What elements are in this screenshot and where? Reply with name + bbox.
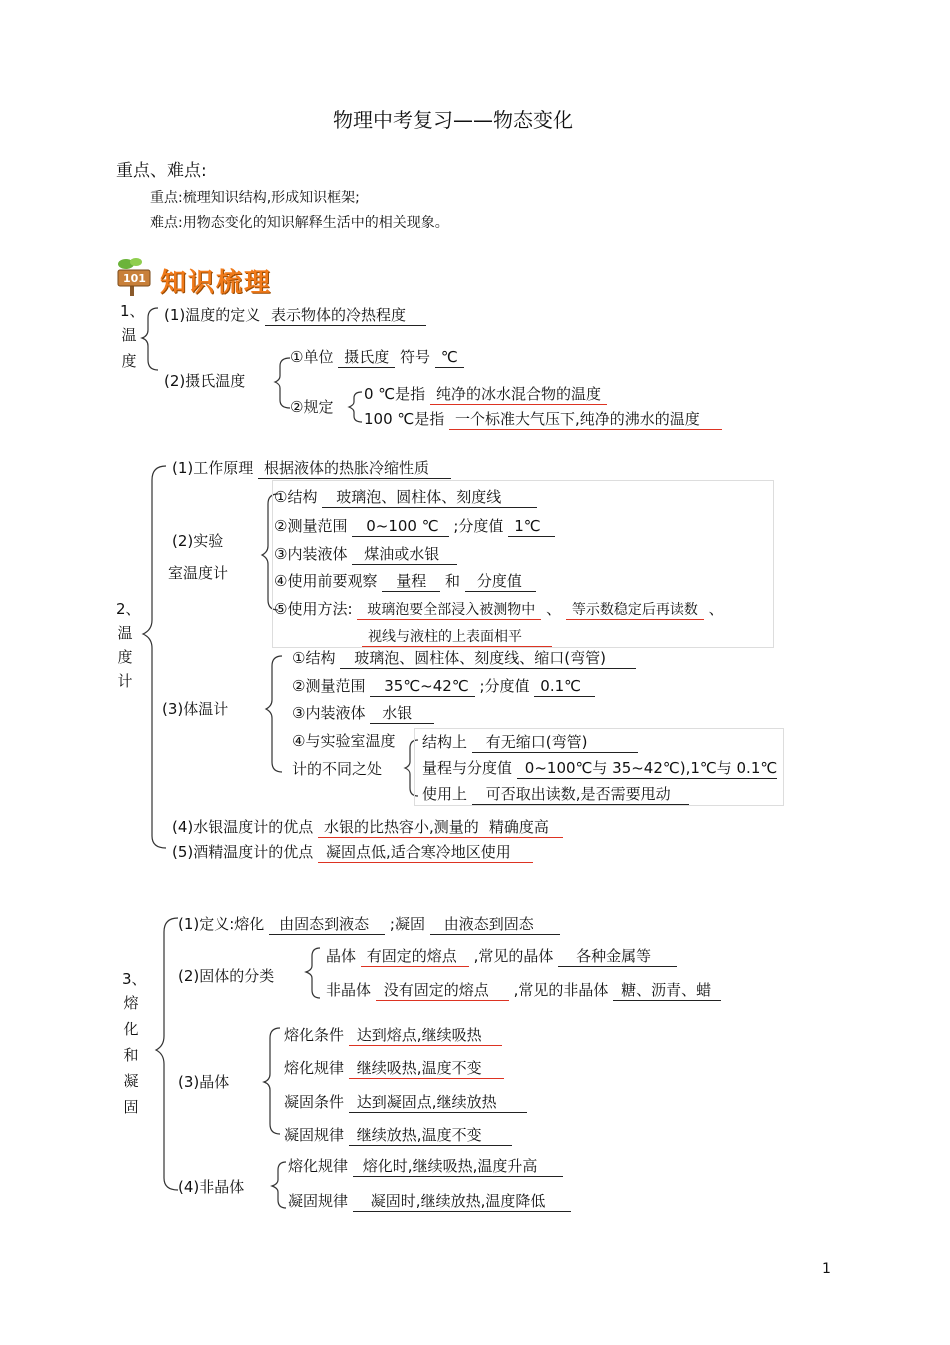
- solid-class-label: (2)固体的分类: [178, 967, 275, 985]
- freeze-condition-label: 凝固条件: [284, 1093, 345, 1111]
- body-division-value: 0.1℃: [534, 677, 595, 697]
- melt-rule-row: [284, 1059, 504, 1077]
- diff-structure-value: 有无缩口(弯管): [472, 733, 638, 753]
- celsius-unit-row: [290, 348, 464, 366]
- lab-usage-sep: 、: [546, 600, 562, 618]
- symbol-label: 符号: [400, 348, 431, 366]
- rule-label: ②规定: [290, 398, 334, 416]
- freezing-value: 由液态到固态: [430, 915, 560, 935]
- diff-structure-label: 结构上: [422, 733, 468, 751]
- crystal-examples: 各种金属等: [558, 947, 677, 967]
- lab-observe-label: ④使用前要观察: [274, 572, 378, 590]
- diff-range-value: 0~100℃与 35~42℃),1℃与 0.1℃: [517, 759, 777, 779]
- lab-usage-value-2: 等示数稳定后再读数: [566, 602, 704, 620]
- body-range-value: 35℃~42℃: [370, 677, 474, 697]
- freeze-rule-label: 凝固规律: [284, 1126, 345, 1144]
- crystal-label: 晶体: [326, 947, 357, 965]
- amorphous-freeze-row: [288, 1192, 571, 1210]
- principle-row: [172, 459, 451, 477]
- s3-label-3: 化: [123, 1020, 139, 1038]
- lab-observe-division: 分度值: [465, 572, 536, 592]
- amorphous-melt-label: 熔化规律: [288, 1157, 349, 1175]
- mercury-value-2: 精确度高: [489, 818, 563, 838]
- banner-text: 知识梳理: [160, 268, 273, 298]
- differences-label-1: ④与实验室温度: [292, 732, 396, 750]
- noncrystal-common-label: ,常见的非晶体: [513, 981, 609, 999]
- page-title: 物理中考复习——物态变化: [333, 108, 573, 132]
- melt-definition-label: (1)定义:熔化: [178, 915, 265, 933]
- banner-badge: 101: [123, 272, 146, 285]
- body-structure-label: ①结构: [292, 649, 336, 667]
- melt-rule-label: 熔化规律: [284, 1059, 345, 1077]
- s1-label-3: 度: [121, 352, 137, 370]
- lab-usage-end: 、: [708, 600, 724, 618]
- rule-zero-value: 纯净的冰水混合物的温度: [430, 385, 607, 405]
- temp-definition-value: 表示物体的冷热程度: [265, 306, 426, 326]
- amorphous-melt-row: [288, 1157, 563, 1175]
- melt-rule-value: 继续吸热,温度不变: [349, 1059, 504, 1079]
- mercury-row: [172, 818, 563, 836]
- lab-structure-label: ①结构: [274, 488, 318, 506]
- crystal-value: 有固定的熔点: [361, 947, 469, 967]
- s1-label-2: 温: [121, 326, 137, 344]
- s2-label-4: 计: [117, 672, 133, 690]
- alcohol-value: 凝固点低,适合寒冷地区使用: [318, 843, 533, 863]
- amorphous-label: (4)非晶体: [178, 1178, 245, 1196]
- s3-label-5: 凝: [123, 1072, 139, 1090]
- mercury-label: (4)水银温度计的优点: [172, 818, 314, 836]
- diff-range-label: 量程与分度值: [422, 759, 513, 777]
- alcohol-label: (5)酒精温度计的优点: [172, 843, 314, 861]
- knowledge-banner: [112, 256, 302, 298]
- lab-usage-value-3: 视线与液柱的上表面相平: [362, 629, 552, 647]
- principle-value: 根据液体的热胀冷缩性质: [258, 459, 451, 479]
- amorphous-freeze-value: 凝固时,继续放热,温度降低: [353, 1192, 572, 1212]
- body-liquid-value: 水银: [370, 704, 434, 724]
- crystal-row: [326, 947, 677, 965]
- unit-label: ①单位: [290, 348, 334, 366]
- page-number: 1: [822, 1261, 831, 1277]
- diff-usage-value: 可否取出读数,是否需要甩动: [472, 785, 689, 805]
- focus-text: 重点:梳理知识结构,形成知识框架;: [150, 190, 360, 206]
- amorphous-freeze-label: 凝固规律: [288, 1192, 349, 1210]
- freeze-condition-row: [284, 1093, 527, 1111]
- lab-structure-value: 玻璃泡、圆柱体、刻度线: [322, 488, 537, 508]
- body-liquid-label: ③内装液体: [292, 704, 366, 722]
- body-structure-value: 玻璃泡、圆柱体、刻度线、缩口(弯管): [340, 649, 636, 669]
- body-range-label: ②测量范围: [292, 677, 366, 695]
- lab-observe-and: 和: [445, 572, 461, 590]
- melt-condition-row: [284, 1026, 502, 1044]
- lab-observe-row: [274, 572, 536, 590]
- rule-zero-label: 0 ℃是指: [364, 385, 426, 403]
- key-points-heading: 重点、难点:: [116, 161, 207, 181]
- s3-label-6: 固: [123, 1098, 139, 1116]
- body-division-label: ;分度值: [479, 677, 530, 695]
- s3-label-2: 熔: [123, 994, 139, 1012]
- body-thermo-label: (3)体温计: [162, 700, 229, 718]
- lab-usage-label: ⑤使用方法:: [274, 600, 353, 618]
- melt-definition-row: [178, 915, 560, 933]
- lab-range-row: [274, 517, 555, 535]
- lab-observe-range: 量程: [382, 572, 440, 592]
- differences-label-2: 计的不同之处: [292, 760, 383, 778]
- rule-hundred-label: 100 ℃是指: [364, 410, 445, 428]
- lab-usage-row: [274, 600, 724, 619]
- lab-division-label: ;分度值: [453, 517, 504, 535]
- unit-value: 摄氏度: [338, 348, 395, 368]
- melt-condition-value: 达到熔点,继续吸热: [349, 1026, 502, 1046]
- alcohol-row: [172, 843, 533, 861]
- rule-zero-row: [364, 385, 607, 403]
- lab-range-value: 0~100 ℃: [352, 517, 448, 537]
- freeze-rule-row: [284, 1126, 512, 1144]
- melt-condition-label: 熔化条件: [284, 1026, 345, 1044]
- rule-hundred-row: [364, 410, 722, 428]
- s3-label-4: 和: [123, 1046, 139, 1064]
- freeze-rule-value: 继续放热,温度不变: [349, 1126, 512, 1146]
- noncrystal-examples: 糖、沥青、蜡: [613, 981, 721, 1001]
- lab-liquid-value: 煤油或水银: [352, 545, 457, 565]
- lab-usage-row-2: [362, 628, 552, 646]
- lab-thermo-label-1: (2)实验: [172, 532, 224, 550]
- body-liquid-row: [292, 704, 434, 722]
- melting-value: 由固态到液态: [269, 915, 385, 935]
- body-range-row: [292, 677, 595, 695]
- diff-usage-row: [422, 785, 689, 803]
- symbol-value: ℃: [435, 348, 464, 368]
- lab-liquid-row: [274, 545, 457, 563]
- temp-definition-label: (1)温度的定义: [164, 306, 261, 324]
- celsius-label: (2)摄氏温度: [164, 372, 246, 390]
- s2-label-1: 2、: [116, 600, 141, 618]
- crystal-section-label: (3)晶体: [178, 1073, 230, 1091]
- diff-range-row: [422, 759, 777, 777]
- lab-division-value: 1℃: [508, 517, 554, 537]
- body-structure-row: [292, 649, 636, 667]
- lab-liquid-label: ③内装液体: [274, 545, 348, 563]
- s3-label-1: 3、: [122, 970, 147, 988]
- temp-definition-row: [164, 306, 426, 324]
- amorphous-melt-value: 熔化时,继续吸热,温度升高: [353, 1157, 564, 1177]
- crystal-common-label: ,常见的晶体: [473, 947, 554, 965]
- noncrystal-row: [326, 981, 721, 999]
- rule-hundred-value: 一个标准大气压下,纯净的沸水的温度: [449, 410, 722, 430]
- lab-structure-row: [274, 488, 537, 506]
- s2-label-2: 温: [117, 624, 133, 642]
- s2-label-3: 度: [117, 648, 133, 666]
- principle-label: (1)工作原理: [172, 459, 254, 477]
- freezing-label: ;凝固: [389, 915, 425, 933]
- s1-label-1: 1、: [120, 302, 145, 320]
- noncrystal-label: 非晶体: [326, 981, 372, 999]
- lab-range-label: ②测量范围: [274, 517, 348, 535]
- lab-thermo-label-2: 室温度计: [168, 564, 229, 582]
- diff-usage-label: 使用上: [422, 785, 468, 803]
- lab-usage-value-1: 玻璃泡要全部浸入被测物中: [357, 602, 541, 620]
- difficulty-text: 难点:用物态变化的知识解释生活中的相关现象。: [150, 215, 449, 231]
- diff-structure-row: [422, 733, 638, 751]
- freeze-condition-value: 达到凝固点,继续放热: [349, 1093, 527, 1113]
- mercury-value-1: 水银的比热容小,测量的: [318, 818, 489, 838]
- noncrystal-value: 没有固定的熔点: [376, 981, 509, 1001]
